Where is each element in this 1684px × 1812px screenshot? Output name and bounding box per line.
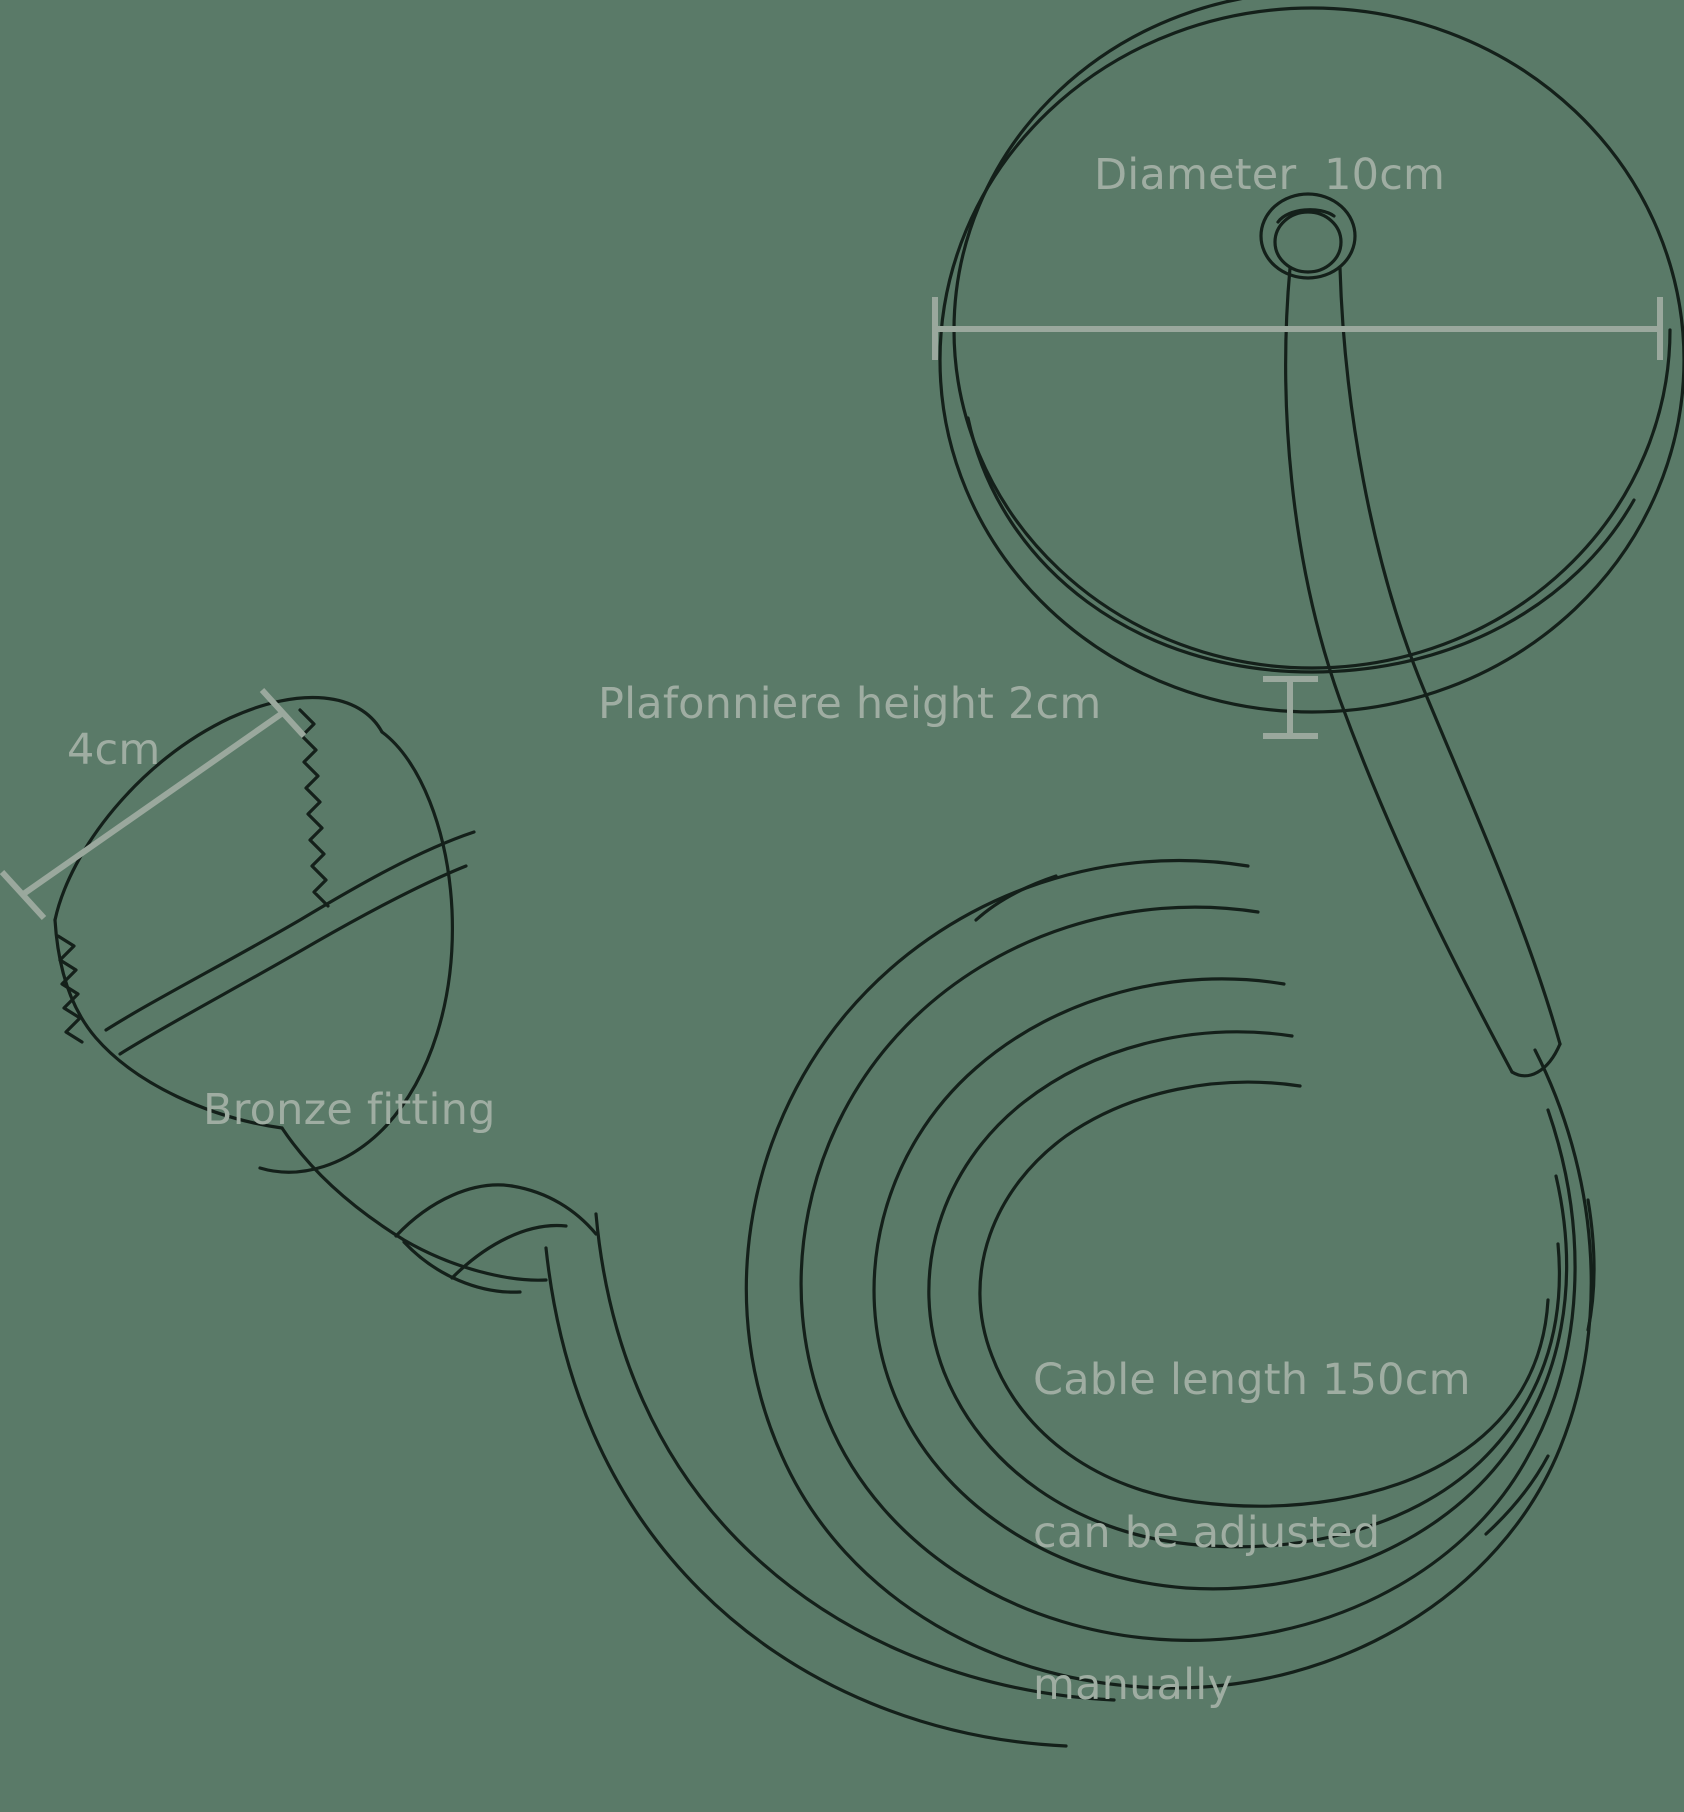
label-cable-line-2: can be adjusted (1033, 1507, 1381, 1558)
label-diameter: Diameter 10cm (1094, 150, 1446, 200)
label-cable-length (1033, 1254, 1471, 1812)
holder-thread-ridges-right (300, 710, 328, 906)
strain-relief-left (396, 1185, 512, 1236)
label-cable-line-3: manually (1033, 1659, 1234, 1710)
label-fitting-width: 4cm (67, 725, 161, 775)
cable-left-edge (546, 1248, 1066, 1746)
cable-edge-left (1286, 268, 1512, 1072)
label-plafonniere-height: Plafonniere height 2cm (598, 679, 1102, 729)
holder-mid-band-2 (120, 866, 466, 1054)
dimension-diameter (935, 297, 1660, 360)
cable-gland-inner (1275, 212, 1341, 272)
cable-edge-right (1340, 268, 1560, 1044)
lamp-holder-group (55, 697, 596, 1292)
fitting-width-tick-start (2, 872, 44, 918)
holder-cone (282, 1128, 546, 1280)
holder-thread-ridges-left (58, 936, 82, 1042)
holder-mid-band (106, 832, 474, 1030)
label-cable-line-1: Cable length 150cm (1033, 1355, 1471, 1406)
dimension-plafonniere-height (1263, 679, 1318, 736)
label-bronze-fitting: Bronze fitting (203, 1085, 496, 1135)
